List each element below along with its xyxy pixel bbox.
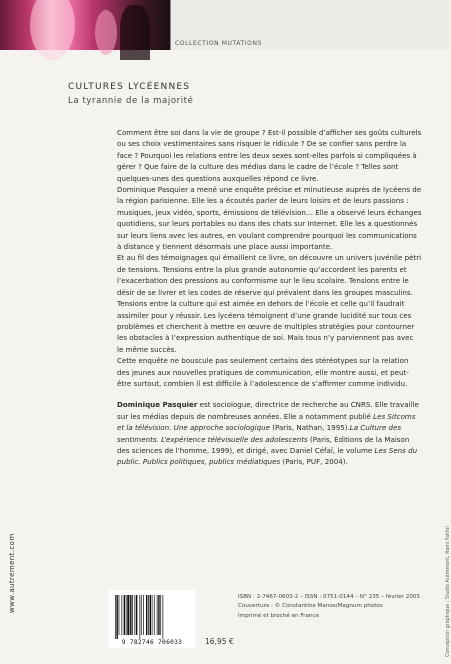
printed-in: Imprimé et broché en France [238,612,319,619]
price: 16,95 € [205,637,234,646]
barcode-number: 9 782746 706033 [121,639,183,646]
paragraph-4: Cette enquête ne bouscule pas seulement certains des stéréotypes sur la relation des jeunes aux nouvelles pratiques de communication, elle montre aussi, et peut-être surtout, combien il est difficile à l’adolescence de s’affirmer comme individu. [117,356,409,388]
author-name: Dominique Pasquier [117,400,198,410]
cover-photo-strip [0,0,170,50]
author-bio-text: est sociologue, directrice de recherche au CNRS. Elle travaille sur les médias depuis de nombreuses années. Elle a notamment publié [117,400,419,421]
book-2-info: (Paris, Éditions de la Maison des sciences de l’homme, 1999), et dirigé, avec Daniel Céfaï, le volume [117,434,410,455]
book-3-info: (Paris, PUF, 2004). [280,457,348,467]
paragraph-1: Comment être soi dans la vie de groupe ? Est-il possible d’afficher ses goûts culturels ou ses choix vestimentaires sans risquer le ridicule ? De se confier sans perdre la face ? Pourquoi les relations entre les deux sexes sont-elles parfois si compliquées à gérer ? Que faire de la culture des médias dans le cadre de l’école ? Telles sont quelques-unes des questions auxquelles répond ce livre. [117,128,422,183]
collection-label: COLLECTION MUTATIONS [175,40,262,47]
book-3-title: Les Sens du public. Publics politiques, publics médiatiques [117,445,418,467]
publisher-website: www.autrement.com [8,533,16,613]
author-bio [117,399,422,467]
publication-info [238,593,423,621]
cover-credit: Couverture : © Constantine Manos/Magnum photos [238,603,383,610]
isbn-line: ISBN : 2-7467-0603-2 – ISSN : 0751-0144 – N° 235 – février 2005 [238,594,420,600]
back-cover-text [117,127,422,468]
design-credit: Conception graphique : Studio Autrement, Rami Fakhri [446,525,451,657]
book-1-info: (Paris, Nathan, 1995). [269,423,350,433]
book-subtitle: La tyrannie de la majorité [68,96,194,106]
book-2-title: La Culture des sentiments. L’expérience télévisuelle des adolescents [117,423,402,444]
barcode-bars [114,595,190,639]
barcode [109,590,195,648]
book-title: CULTURES LYCÉENNES [68,82,191,92]
paragraph-3: Et au fil des témoignages qui émaillent ce livre, on découvre un univers juvénile pétri de tensions. Tensions entre la plus grande autonomie qu’accordent les parents et l’exacerbation des pressions au conformisme sur le lieu scolaire. Tensions entre le désir de se livrer et les codes de réserve qui prévalent dans les groupes masculins. Tensions entre la culture qui est aimée en dehors de l’école et celle qu’il faudrait assimiler pour y réussir. Les lycéens témoignent d’une grande lucidité sur tous ces problèmes et cherchent à mettre en œuvre de multiples stratégies pour contourner les obstacles à l’expression authentique de soi. Mais tous n’y parviennent pas avec le même succès. [117,253,422,354]
paragraph-2: Dominique Pasquier a mené une enquête précise et minutieuse auprès de lycéens de la région parisienne. Elle les a écoutés parler de leurs loisirs et de leurs passions : musiques, jeux vidéo, sports, émissions de télévision… Elle a observé leurs échanges quotidiens, sur leurs portables ou dans des chats sur Internet. Elle les a questionnés sur leurs liens avec les autres, en voulant comprendre pourquoi les communications à distance y tiennent désormais une place aussi importante. [117,185,422,252]
book-1-title: Les Sitcoms et la télévision. Une approche sociologique [117,411,416,433]
header-divider [170,0,171,50]
